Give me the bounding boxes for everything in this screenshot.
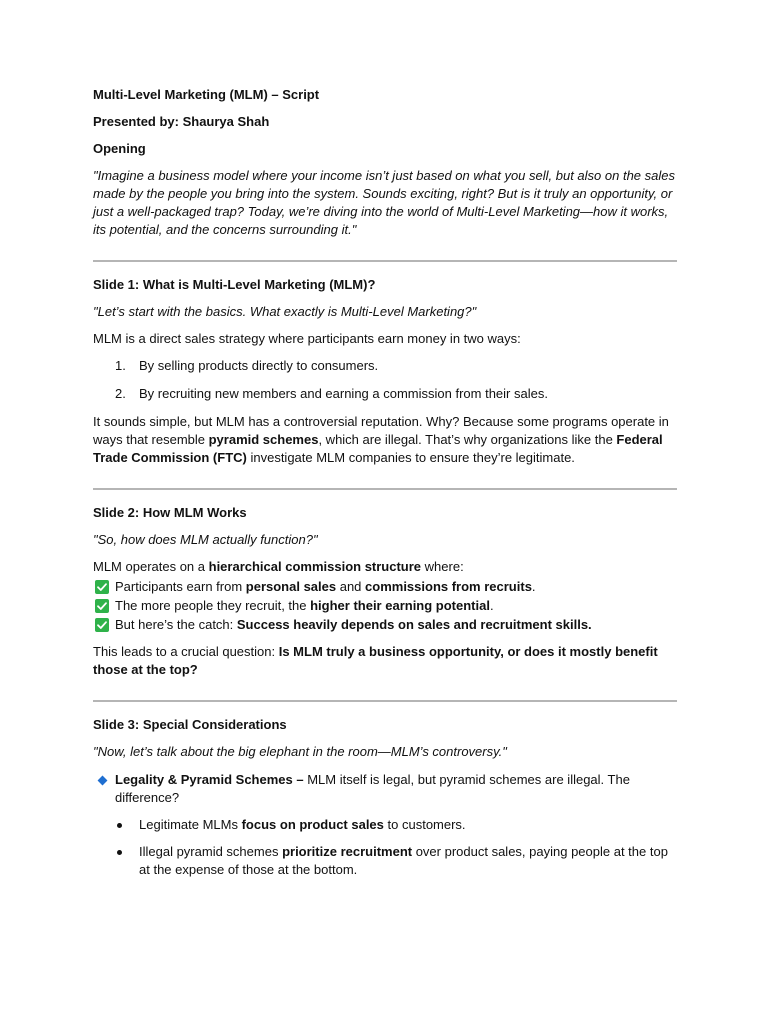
slide1-numbered-list xyxy=(93,357,677,403)
text-run: Illegal pyramid schemes xyxy=(139,844,283,859)
bold-run: prioritize recruitment xyxy=(282,844,413,859)
bold-run: hierarchical commission structure xyxy=(208,559,422,574)
list-item xyxy=(93,385,677,403)
slide3-bullet-list xyxy=(93,816,677,879)
small-blue-diamond-icon xyxy=(98,776,108,786)
slide1-heading: Slide 1: What is Multi-Level Marketing (MLM)? xyxy=(93,277,376,292)
check-list-item xyxy=(93,578,677,596)
slide2-heading: Slide 2: How MLM Works xyxy=(93,505,247,520)
checkmark-icon xyxy=(95,580,109,594)
section-divider xyxy=(93,260,677,262)
text-run: over product sales, paying people at the top at the expense of those at the bottom. xyxy=(139,844,668,877)
slide3-quote: "Now, let’s talk about the big elephant in the room—MLM’s controversy." xyxy=(93,744,507,759)
opening-quote: "Imagine a business model where your income isn’t just based on what you sell, but also on the sales made by the people you bring into the system. Sounds exciting, right? But is it truly an opportunity, or just a well-packaged trap? Today, we’re diving into the world of Multi-Level Marketing—how it works, its potential, and the concerns surrounding it." xyxy=(93,168,675,237)
text-run: and xyxy=(336,579,366,594)
text-run: . xyxy=(531,579,536,594)
text-run: investigate MLM companies to ensure they’re legitimate. xyxy=(246,450,575,465)
bold-run: Success heavily depends on sales and recruitment skills. xyxy=(236,617,592,632)
slide1-paragraph xyxy=(93,413,677,467)
bullet-icon xyxy=(117,850,122,855)
section-divider xyxy=(93,700,677,702)
list-item xyxy=(93,357,677,375)
text-run: MLM itself is legal, but pyramid schemes are illegal. The difference? xyxy=(115,772,630,805)
text-run: . xyxy=(489,598,494,613)
list-number: 1. xyxy=(115,358,126,373)
list-item-text: By recruiting new members and earning a commission from their sales. xyxy=(139,386,548,401)
check-list-item xyxy=(93,616,677,634)
document-title: Multi-Level Marketing (MLM) – Script xyxy=(93,87,320,102)
check-list-item xyxy=(93,597,677,615)
list-number: 2. xyxy=(115,386,126,401)
bold-run: Federal Trade Commission (FTC) xyxy=(93,432,663,465)
slide2-intro xyxy=(93,558,677,576)
bullet-icon xyxy=(117,823,122,828)
checkmark-icon xyxy=(95,618,109,632)
slide1-intro: MLM is a direct sales strategy where participants earn money in two ways: xyxy=(93,331,521,346)
bold-run: higher their earning potential xyxy=(310,598,490,613)
bold-run: focus on product sales xyxy=(241,817,384,832)
text-run: Legitimate MLMs xyxy=(139,817,242,832)
slide2-check-list xyxy=(93,578,677,634)
bold-run: commissions from recruits xyxy=(365,579,532,594)
slide1-quote: "Let’s start with the basics. What exactly is Multi-Level Marketing?" xyxy=(93,304,477,319)
slide2-question xyxy=(93,643,677,679)
text-run: Participants earn from xyxy=(115,579,246,594)
section-divider xyxy=(93,488,677,490)
opening-heading: Opening xyxy=(93,141,146,156)
text-run: where: xyxy=(421,559,464,574)
slide2-quote: "So, how does MLM actually function?" xyxy=(93,532,318,547)
legality-point xyxy=(93,771,677,807)
text-run: The more people they recruit, the xyxy=(115,598,311,613)
text-run: , which are illegal. That’s why organizations like the xyxy=(318,432,617,447)
document-body xyxy=(93,86,677,888)
text-run: It sounds simple, but MLM has a controversial reputation. Why? Because some programs operate in ways that resemble xyxy=(93,414,669,447)
bold-run: personal sales xyxy=(245,579,337,594)
text-run: But here’s the catch: xyxy=(115,617,237,632)
presenter-line: Presented by: Shaurya Shah xyxy=(93,114,270,129)
bold-run: Legality & Pyramid Schemes – xyxy=(115,772,304,787)
bullet-list-item xyxy=(93,843,677,879)
text-run: MLM operates on a xyxy=(93,559,209,574)
bold-run: Is MLM truly a business opportunity, or does it mostly benefit those at the top? xyxy=(93,644,658,677)
text-run: to customers. xyxy=(383,817,466,832)
list-item-text: By selling products directly to consumers. xyxy=(139,358,379,373)
bold-run: pyramid schemes xyxy=(208,432,319,447)
bullet-list-item xyxy=(93,816,677,834)
checkmark-icon xyxy=(95,599,109,613)
text-run: This leads to a crucial question: xyxy=(93,644,279,659)
slide3-heading: Slide 3: Special Considerations xyxy=(93,717,287,732)
